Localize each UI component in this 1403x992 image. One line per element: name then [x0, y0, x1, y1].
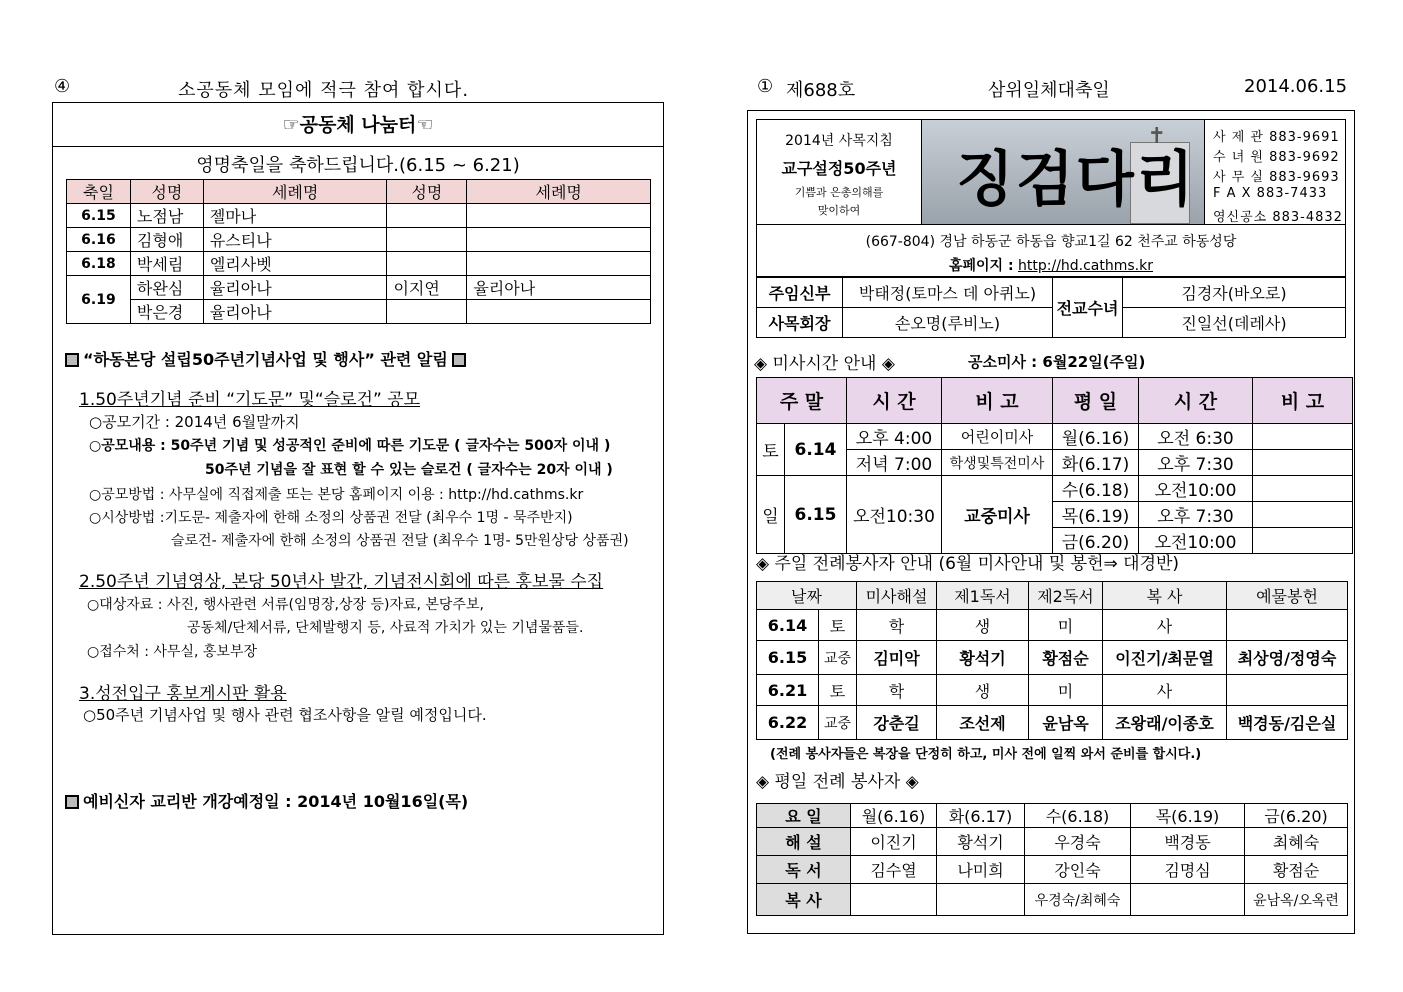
cell: 오후 4:00 — [847, 424, 942, 450]
cell: 황점순 — [1029, 641, 1103, 675]
cell: 6.18 — [67, 252, 131, 276]
cell: 조선제 — [937, 706, 1029, 740]
council-label: 사목회장 — [757, 308, 843, 338]
cell: 하완심 — [130, 276, 203, 300]
section-3-title: 3.성전입구 홍보게시판 활용 — [79, 684, 287, 704]
cell — [387, 204, 467, 228]
col-date: 날짜 — [757, 582, 857, 610]
pastor-label: 주임신부 — [757, 278, 843, 308]
cell: 이진기/최문열 — [1103, 641, 1227, 675]
text-line: ○공모기간 : 2014년 6월말까지 — [89, 413, 300, 431]
cell: 화(6.17) — [1053, 450, 1139, 476]
table-row — [757, 424, 1353, 450]
cell — [1253, 476, 1353, 502]
homepage-label: 홈페이지 : — [948, 258, 1014, 274]
cell: 미 — [1029, 610, 1103, 641]
section-1-title: 1.50주년기념 준비 “기도문” 및“슬로건” 공모 — [79, 390, 421, 410]
col-baptism: 세례명 — [467, 180, 651, 204]
table-row — [757, 828, 1348, 856]
cell: 오전10:00 — [1139, 476, 1253, 502]
homepage-row — [757, 255, 1345, 275]
feast-name: 삼위일체대축일 — [988, 80, 1110, 101]
pastoral-line: 교구설정50주년 — [781, 159, 897, 178]
address-box — [756, 225, 1346, 277]
square-icon — [65, 353, 79, 367]
cell: 생 — [937, 675, 1029, 706]
cell: 엘리사벳 — [203, 252, 387, 276]
cell: 6.19 — [67, 276, 131, 324]
cell: 6.15 — [67, 204, 131, 228]
cell: 학생및특전미사 — [942, 450, 1053, 476]
cell: 금(6.20) — [1053, 528, 1139, 554]
cell: 수(6.18) — [1053, 476, 1139, 502]
cell: 6.16 — [67, 228, 131, 252]
table-row — [67, 276, 651, 300]
cell — [387, 228, 467, 252]
cell: 황석기 — [937, 641, 1029, 675]
cell: 교중 — [819, 706, 857, 740]
cell — [1253, 502, 1353, 528]
page-header: 소공동체 모임에 적극 참여 합시다. — [178, 80, 470, 101]
cell — [387, 300, 467, 324]
cell: 어린이미사 — [942, 424, 1053, 450]
contact-line: 수 녀 원 883-9692 — [1213, 150, 1340, 165]
logo: 징검다리 — [956, 145, 1196, 215]
col-reading2: 제2독서 — [1029, 582, 1103, 610]
notice-title-text: “하동본당 설립50주년기념사업 및 행사” 관련 알림 — [83, 350, 448, 369]
text-line: ○대상자료 : 사진, 행사관련 서류(임명장,상장 등)자료, 본당주보, — [87, 597, 484, 613]
col-weekday: 평 일 — [1053, 378, 1139, 424]
cell — [1253, 424, 1353, 450]
cell: 백경동 — [1131, 828, 1245, 856]
cell: 요 일 — [757, 804, 851, 828]
cell: 우경숙/최혜숙 — [1025, 884, 1131, 916]
cell: 복 사 — [757, 884, 851, 916]
cell: 오전10:30 — [847, 476, 942, 554]
cell: 황석기 — [937, 828, 1025, 856]
council-president: 손오명(루비노) — [843, 308, 1053, 338]
cell: 김명심 — [1131, 856, 1245, 884]
cell: 교중 — [819, 641, 857, 675]
cell: 박은경 — [130, 300, 203, 324]
community-box — [52, 102, 664, 935]
text-line: ○접수처 : 사무실, 홍보부장 — [87, 644, 257, 660]
text-line: ○공모방법 : 사무실에 직접제출 또는 본당 홈페이지 이용 : http://hd.cathms.kr — [89, 487, 584, 503]
cell: 이지연 — [387, 276, 467, 300]
cell: 최상영/정영숙 — [1227, 641, 1348, 675]
cell: 윤남옥 — [1029, 706, 1103, 740]
box-title: ☞공동체 나눔터☜ — [53, 103, 663, 147]
cell: 6.15 — [785, 476, 847, 554]
col-note: 비 고 — [942, 378, 1053, 424]
cell: 목(6.19) — [1131, 804, 1245, 828]
cell: 6.21 — [757, 675, 819, 706]
contact-line: 영신공소 883-4832 — [1213, 210, 1343, 225]
contacts — [1213, 126, 1343, 226]
table-row — [757, 884, 1348, 916]
sister-label: 전교수녀 — [1053, 278, 1123, 338]
cell — [467, 252, 651, 276]
cell: 월(6.16) — [851, 804, 937, 828]
table-row — [757, 610, 1348, 641]
mass-note: 공소미사 : 6월22일(주일) — [968, 353, 1146, 371]
cell: 토 — [819, 610, 857, 641]
text-line: ○공모내용 : 50주년 기념 및 성공적인 준비에 따른 기도문 ( 글자수는 500자 이내 ) — [89, 438, 611, 454]
cell: 금(6.20) — [1245, 804, 1348, 828]
cell: 박세림 — [130, 252, 203, 276]
table-row — [757, 804, 1348, 828]
cell: 사 — [1103, 675, 1227, 706]
pastoral-line: 기쁨과 은총의해를 — [794, 186, 884, 199]
text-line: ○50주년 기념사업 및 행사 관련 협조사항을 알릴 예정입니다. — [83, 706, 487, 724]
cell: 학 — [857, 675, 937, 706]
sunday-note: (전례 봉사자들은 복장을 단정히 하고, 미사 전에 일찍 와서 준비를 합시다.) — [770, 747, 1202, 762]
cell: 화(6.17) — [937, 804, 1025, 828]
cell: 유스티나 — [203, 228, 387, 252]
cell: 생 — [937, 610, 1029, 641]
cell: 교중미사 — [942, 476, 1053, 554]
cell: 수(6.18) — [1025, 804, 1131, 828]
catechumen-text: 예비신자 교리반 개강예정일 : 2014년 10월16일(목) — [83, 792, 469, 811]
col-feast: 축일 — [67, 180, 131, 204]
mass-heading: ◈ 미사시간 안내 ◈ — [754, 354, 895, 374]
pastor: 박태정(토마스 데 아퀴노) — [843, 278, 1053, 308]
cell: 해 설 — [757, 828, 851, 856]
birthday-table — [66, 179, 651, 324]
contact-line: 사 무 실 883-9693 — [1213, 170, 1340, 185]
cell: 최혜숙 — [1245, 828, 1348, 856]
cell: 김형애 — [130, 228, 203, 252]
staff-table — [756, 277, 1346, 338]
cell: 사 — [1103, 610, 1227, 641]
cell: 율리아나 — [467, 276, 651, 300]
cell: 김미악 — [857, 641, 937, 675]
cell — [467, 228, 651, 252]
col-name: 성명 — [387, 180, 467, 204]
table-row — [757, 641, 1348, 675]
cell: 6.14 — [757, 610, 819, 641]
cell — [1253, 528, 1353, 554]
table-row — [757, 675, 1348, 706]
cell: 토 — [757, 424, 785, 476]
address: (667-804) 경남 하동군 하동읍 향교1길 62 천주교 하동성당 — [865, 234, 1237, 250]
issue-number: 제688호 — [786, 80, 856, 101]
cell: 오전10:00 — [1139, 528, 1253, 554]
masthead — [756, 119, 1346, 225]
cell — [467, 300, 651, 324]
col-name: 성명 — [130, 180, 203, 204]
notice-title — [61, 347, 470, 370]
weekday-heading: ◈ 평일 전례 봉사자 ◈ — [756, 772, 919, 792]
weekday-servers-table — [756, 803, 1348, 916]
sister: 진일선(데레사) — [1123, 308, 1346, 338]
cell: 일 — [757, 476, 785, 554]
page-number: ① — [757, 76, 774, 97]
page-number: ④ — [54, 76, 71, 97]
cell: 윤남옥/오옥련 — [1245, 884, 1348, 916]
table-row — [67, 228, 651, 252]
cell: 6.22 — [757, 706, 819, 740]
cell: 나미희 — [937, 856, 1025, 884]
cell: 미 — [1029, 675, 1103, 706]
table-row — [757, 476, 1353, 502]
col-reading1: 제1독서 — [937, 582, 1029, 610]
contact-line: F A X 883-7433 — [1213, 186, 1328, 201]
text-line: 공동체/단체서류, 단체발행지 등, 사료적 가치가 있는 기념물품들. — [187, 620, 584, 636]
cell: 노점남 — [130, 204, 203, 228]
table-header — [757, 378, 1353, 424]
cell: 율리아나 — [203, 300, 387, 324]
table-row — [757, 706, 1348, 740]
cell — [1131, 884, 1245, 916]
homepage-link[interactable]: http://hd.cathms.kr — [1018, 258, 1153, 274]
cell: 백경동/김은실 — [1227, 706, 1348, 740]
cell: 오후 7:30 — [1139, 502, 1253, 528]
table-header — [757, 582, 1348, 610]
bulletin-box — [747, 110, 1355, 934]
col-time: 시 간 — [1139, 378, 1253, 424]
cell: 이진기 — [851, 828, 937, 856]
table-row — [67, 252, 651, 276]
sister: 김경자(바오로) — [1123, 278, 1346, 308]
cell: 6.15 — [757, 641, 819, 675]
section-2-title: 2.50주년 기념영상, 본당 50년사 발간, 기념전시회에 따른 홍보물 수집 — [79, 572, 604, 592]
cell: 오후 7:30 — [1139, 450, 1253, 476]
cell: 학 — [857, 610, 937, 641]
cell: 6.14 — [785, 424, 847, 476]
col-note: 비 고 — [1253, 378, 1353, 424]
cell — [937, 884, 1025, 916]
col-time: 시 간 — [847, 378, 942, 424]
cell: 율리아나 — [203, 276, 387, 300]
cell: 강춘길 — [857, 706, 937, 740]
cell: 저녁 7:00 — [847, 450, 942, 476]
cell: 오전 6:30 — [1139, 424, 1253, 450]
cell — [467, 204, 651, 228]
catechumen-notice — [61, 789, 468, 812]
square-icon — [452, 353, 466, 367]
col-offertory: 예물봉헌 — [1227, 582, 1348, 610]
mass-table — [756, 377, 1353, 554]
col-commentary: 미사해설 — [857, 582, 937, 610]
cell — [1253, 450, 1353, 476]
banner-image — [921, 120, 1205, 224]
col-weekend: 주 말 — [757, 378, 847, 424]
table-row — [67, 204, 651, 228]
col-baptism: 세례명 — [203, 180, 387, 204]
cell — [851, 884, 937, 916]
cell: 김수열 — [851, 856, 937, 884]
cell — [387, 252, 467, 276]
table-row — [757, 856, 1348, 884]
table-header — [67, 180, 651, 204]
cell: 조왕래/이종호 — [1103, 706, 1227, 740]
cell — [1227, 610, 1348, 641]
pastoral-line: 맞이하여 — [817, 204, 861, 217]
table-row — [67, 300, 651, 324]
birthday-heading: 영명축일을 축하드립니다.(6.15 ~ 6.21) — [196, 155, 520, 176]
cell: 토 — [819, 675, 857, 706]
cell: 젤마나 — [203, 204, 387, 228]
cell: 우경숙 — [1025, 828, 1131, 856]
col-altar: 복 사 — [1103, 582, 1227, 610]
cell: 강인숙 — [1025, 856, 1131, 884]
cell: 목(6.19) — [1053, 502, 1139, 528]
table-row — [757, 450, 1353, 476]
text-line: 슬로건- 제출자에 한해 소정의 상품권 전달 (최우수 1명- 5만원상당 상품권) — [171, 533, 629, 549]
sunday-servers-table — [756, 581, 1348, 740]
sunday-heading: ◈ 주일 전례봉사자 안내 (6월 미사안내 및 봉헌⇒ 대경반) — [756, 554, 1180, 574]
text-line: 50주년 기념을 잘 표현 할 수 있는 슬로건 ( 글자수는 20자 이내 ) — [205, 462, 613, 478]
cell: 독 서 — [757, 856, 851, 884]
issue-date: 2014.06.15 — [1244, 76, 1348, 97]
cell — [1227, 675, 1348, 706]
contact-line: 사 제 관 883-9691 — [1213, 130, 1340, 145]
square-icon — [65, 795, 79, 809]
text-line: ○시상방법 :기도문- 제출자에 한해 소정의 상품권 전달 (최우수 1명 - 묵주반지) — [89, 510, 573, 526]
cell: 월(6.16) — [1053, 424, 1139, 450]
cell: 황점순 — [1245, 856, 1348, 884]
pastoral-line: 2014년 사목지침 — [785, 133, 893, 149]
cross-icon: ✝ — [1147, 124, 1166, 149]
